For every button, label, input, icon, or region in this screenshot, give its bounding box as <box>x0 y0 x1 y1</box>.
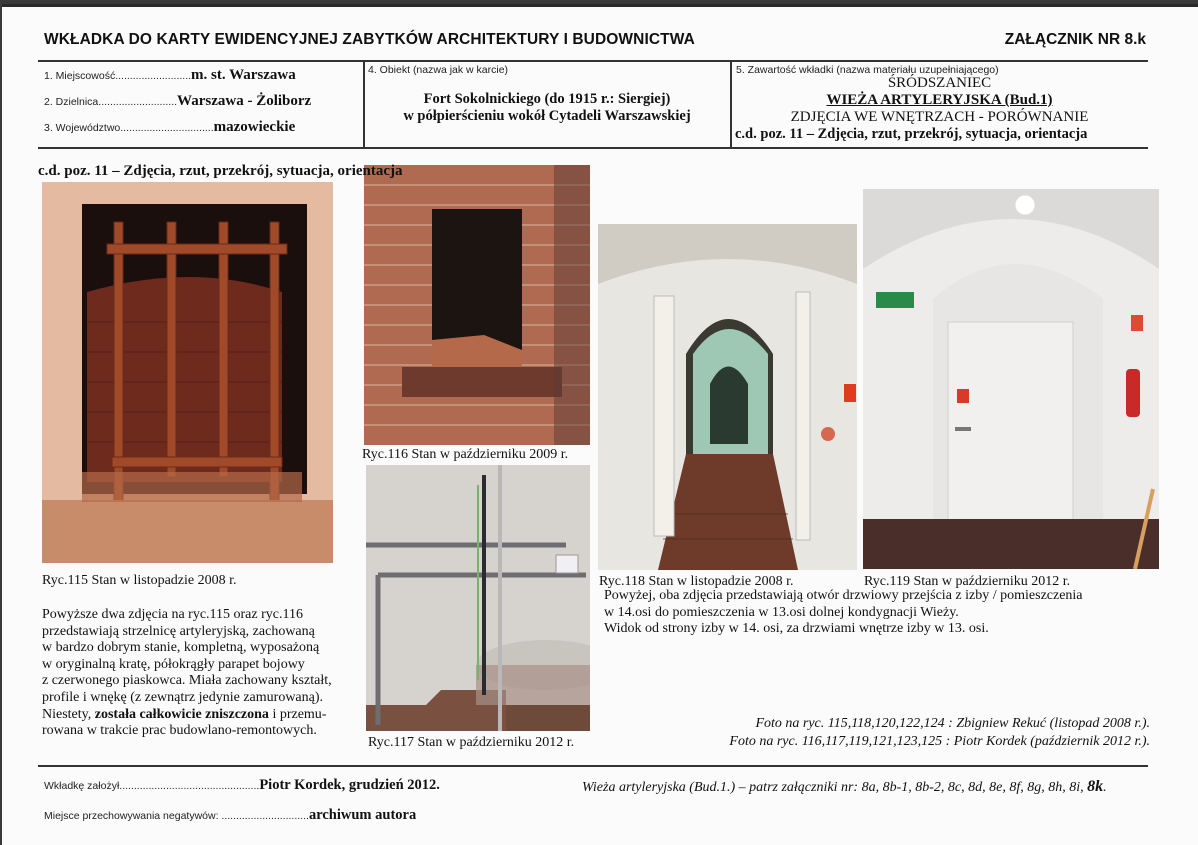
caption-ryc-116: Ryc.116 Stan w październiku 2009 r. <box>362 447 569 462</box>
object-name <box>364 91 730 125</box>
object-name-line1: Fort Sokolnickiego (do 1915 r.: Siergiej) <box>423 91 671 107</box>
field-label: 1. Miejscowość.......................... <box>44 70 192 82</box>
reference-text: Wieża artyleryjska (Bud.1.) – patrz załączniki nr: 8a, 8b-1, 8b-2, 8c, 8d, 8e, 8f, 8g, 8h, 8i, <box>582 780 1088 795</box>
content-line2: WIEŻA ARTYLERYJSKA (Bud.1) <box>826 92 1053 108</box>
document-page <box>2 4 1198 845</box>
document-title: WKŁADKA DO KARTY EWIDENCYJNEJ ZABYTKÓW ARCHITEKTURY I BUDOWNICTWA <box>44 31 695 48</box>
text-span: i przemu- <box>268 706 327 722</box>
field-value: archiwum autora <box>308 807 417 823</box>
field-label: Miejsce przechowywania negatywów: .............................. <box>44 810 309 822</box>
credit-line: Foto na ryc. 116,117,119,121,123,125 : Piotr Kordek (październik 2012 r.). <box>729 734 1150 749</box>
field-label: 2. Dzielnica........................... <box>44 96 178 108</box>
grate-embrasure-image <box>42 182 333 563</box>
field-value: Warszawa - Żoliborz <box>177 93 312 109</box>
footer-rule <box>38 765 1148 767</box>
field-locality <box>44 67 296 84</box>
description-line: Widok od strony izby w 14. osi, za drzwiami wnętrze izby w 13. osi. <box>604 621 989 637</box>
caption-ryc-115: Ryc.115 Stan w listopadzie 2008 r. <box>42 573 237 588</box>
photo-ryc-118 <box>598 224 857 570</box>
photo-ryc-117 <box>366 465 590 731</box>
content-line3: ZDJĘCIA WE WNĘTRZACH - PORÓWNANIE <box>790 109 1089 125</box>
description-line: profile i wnękę (z zewnątrz jedynie zamurowaną). <box>42 689 324 705</box>
footer-negatives-location <box>44 807 416 824</box>
description-left <box>42 607 362 740</box>
field-district <box>44 93 311 110</box>
content-description <box>731 75 1148 143</box>
content-label: 5. Zawartość wkładki (nazwa materiału uzupełniającego) <box>736 64 999 76</box>
field-value: Piotr Kordek, grudzień 2012. <box>259 777 440 793</box>
object-name-line2: w półpierścieniu wokół Cytadeli Warszawskiej <box>403 108 691 124</box>
field-value: m. st. Warszawa <box>191 67 296 83</box>
annex-number: ZAŁĄCZNIK NR 8.k <box>1004 31 1146 48</box>
emphasis-text: została całkowicie zniszczona <box>94 706 269 722</box>
brick-embrasure-image <box>364 165 590 445</box>
description-line: Powyższe dwa zdjęcia na ryc.115 oraz ryc.116 <box>42 607 303 622</box>
description-line: w 14.osi do pomieszczenia w 13.osi dolnej kondygnacji Wieży. <box>604 604 959 620</box>
caption-ryc-118: Ryc.118 Stan w listopadzie 2008 r. <box>599 574 794 589</box>
text-span: Niestety, <box>42 706 95 722</box>
description-line: Powyżej, oba zdjęcia przedstawiają otwór drzwiowy przejścia z izby / pomieszczenia <box>604 588 1083 603</box>
description-line: w oryginalną kratę, półokrągły parapet bojowy <box>42 656 305 672</box>
description-line: z czerwonego piaskowca. Miała zachowany kształt, <box>42 673 332 689</box>
photo-ryc-119 <box>863 189 1159 569</box>
object-label: 4. Obiekt (nazwa jak w karcie) <box>368 64 509 76</box>
header-bottom-rule <box>38 147 1148 149</box>
description-line: w bardzo dobrym stanie, kompletną, wyposażoną <box>42 640 320 656</box>
credit-line: Foto na ryc. 115,118,120,122,124 : Zbigniew Rekuć (listopad 2008 r.). <box>755 716 1150 731</box>
current-annex-ref: 8k <box>1087 778 1104 795</box>
annex-references <box>582 778 1107 796</box>
section-heading: c.d. poz. 11 – Zdjęcia, rzut, przekrój, sytuacja, orientacja <box>38 163 403 179</box>
arched-doorway-2008-image <box>598 224 857 570</box>
renovated-room-image <box>366 465 590 731</box>
reference-text: . <box>1103 780 1107 795</box>
renovated-corridor-2012-image <box>863 189 1159 569</box>
caption-ryc-119: Ryc.119 Stan w październiku 2012 r. <box>864 574 1071 589</box>
footer-created-by <box>44 777 440 794</box>
content-line4: c.d. poz. 11 – Zdjęcia, rzut, przekrój, sytuacja, orientacja <box>735 126 1088 142</box>
field-voivodeship <box>44 119 295 136</box>
header-top-rule <box>38 60 1148 62</box>
description-line: przedstawiają strzelnicę artyleryjską, zachowaną <box>42 623 315 639</box>
field-label: 3. Województwo................................ <box>44 122 214 134</box>
photo-ryc-115 <box>42 182 333 563</box>
photo-credits <box>729 715 1150 751</box>
description-right <box>604 588 1083 638</box>
content-line1: ŚRÓDSZANIEC <box>887 75 992 91</box>
field-value: mazowieckie <box>213 119 296 135</box>
description-line: rowana w trakcie prac budowlano-remontowych. <box>42 723 317 739</box>
caption-ryc-117: Ryc.117 Stan w październiku 2012 r. <box>368 735 575 750</box>
photo-ryc-116 <box>364 165 590 445</box>
description-line <box>42 707 362 724</box>
field-label: Wkładkę założył................................................ <box>44 780 260 792</box>
